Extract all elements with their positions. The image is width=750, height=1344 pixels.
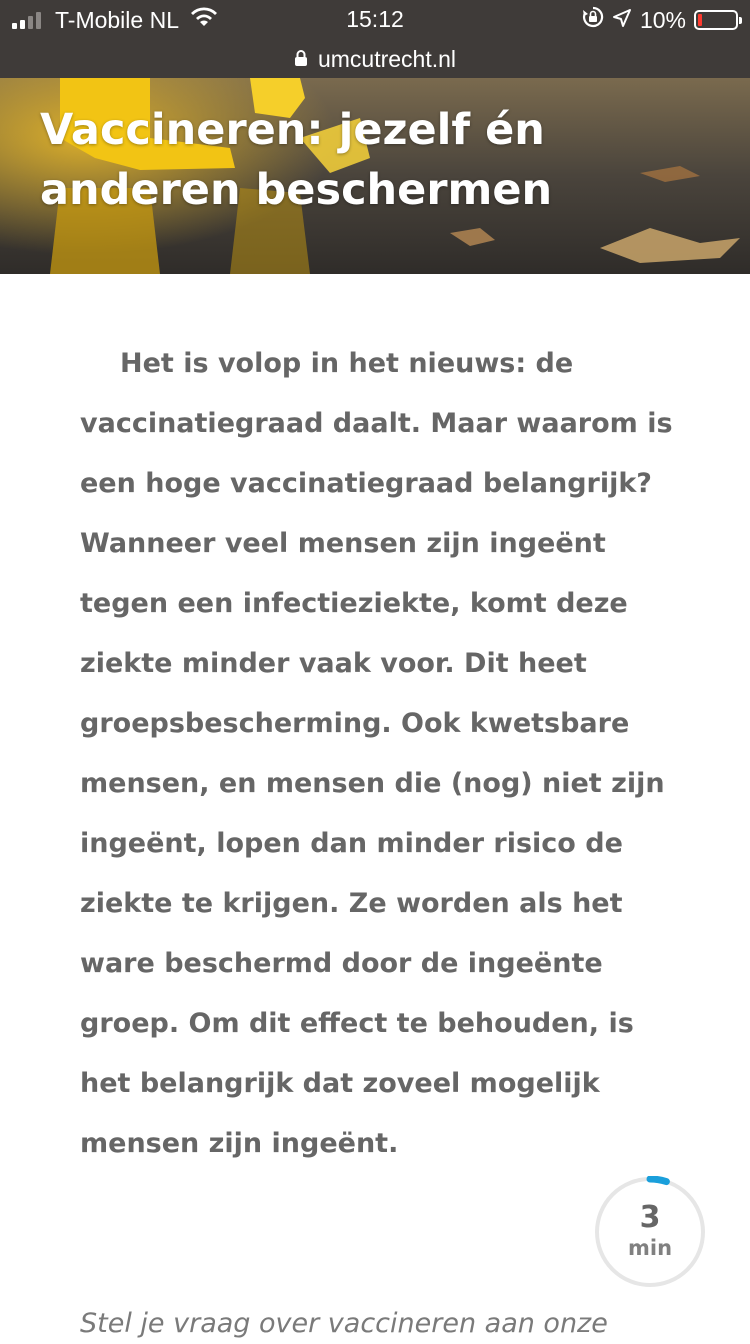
clock: 15:12	[346, 6, 404, 32]
cta-text[interactable]: Stel je vraag over vaccineren aan onze	[80, 1308, 608, 1339]
reading-time-badge	[594, 1176, 706, 1288]
page-title: Vaccineren: jezelf én anderen beschermen	[40, 105, 553, 215]
battery-level	[698, 14, 702, 26]
url-text: umcutrecht.nl	[317, 45, 457, 72]
battery-percent: 10%	[639, 6, 686, 33]
battery-icon	[694, 10, 738, 30]
status-right	[582, 6, 738, 34]
location-arrow-icon	[612, 7, 632, 34]
article-intro: Het is volop in het nieuws: de vaccinatiegraad daalt. Maar waarom is een hoge vaccinatiegraad belangrijk? Wanneer veel mensen zijn ingeënt tegen een infectieziekte, komt deze ziekte minder vaak voor. Dit heet groepsbescherming. Ook kwetsbare mensen, en mensen die (nog) niet zijn ingeënt, lopen dan minder risico de ziekte te krijgen. Ze worden als het ware beschermd door de ingeënte groep. Om dit effect te behouden, is het belangrijk dat zoveel mogelijk mensen zijn ingeënt.	[80, 348, 673, 1159]
lock-icon	[294, 46, 308, 73]
address-bar[interactable]	[0, 40, 750, 78]
status-bar	[0, 0, 750, 40]
rotation-lock-icon	[582, 6, 604, 34]
hero-banner	[0, 78, 750, 274]
reading-time-value: 3	[639, 1200, 661, 1235]
reading-time-unit: min	[627, 1236, 673, 1260]
carrier-name: T-Mobile NL	[55, 6, 179, 33]
